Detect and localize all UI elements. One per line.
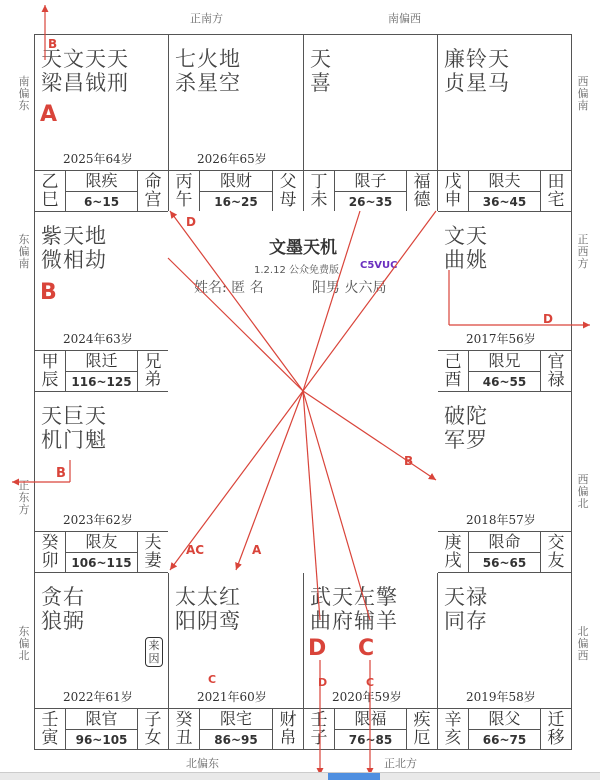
palace-name: 夫 妻 — [137, 532, 168, 572]
palace-ganzhi: 己 酉 — [438, 351, 469, 391]
palace-ganzhi: 乙 巳 — [35, 171, 66, 211]
edge-top-center: 正南方 — [190, 12, 223, 25]
palace-zi[interactable] — [303, 572, 438, 750]
palace-ganzhi: 戊 申 — [438, 171, 469, 211]
palace-daxian-range: 56~65 — [482, 556, 527, 570]
palace-wu[interactable] — [168, 34, 304, 212]
palace-year: 2018年57岁 — [466, 513, 536, 527]
palace-daxian-label: 限福 — [335, 709, 406, 730]
palace-daxian-range: 46~55 — [482, 375, 527, 389]
app-title: 文墨天机 — [269, 238, 337, 258]
palace-year: 2019年58岁 — [466, 690, 536, 704]
palace-stars: 天文天天 梁昌钺刑 — [41, 47, 129, 95]
palace-name: 福 德 — [406, 171, 437, 211]
palace-stars: 文天 曲姚 — [444, 224, 488, 272]
mark-d-big: D — [308, 636, 327, 661]
mark-d-small: D — [318, 676, 328, 689]
center-panel — [168, 211, 438, 573]
palace-daxian-range: 76~85 — [348, 733, 393, 747]
palace-name: 财 帛 — [272, 709, 303, 749]
palace-name: 父 母 — [272, 171, 303, 211]
mark-b-cross: B — [404, 454, 414, 468]
palace-daxian-label: 限夫 — [469, 171, 540, 192]
palace-daxian-range: 86~95 — [214, 733, 258, 747]
palace-chou[interactable] — [168, 572, 304, 750]
palace-ganzhi: 庚 戌 — [438, 532, 469, 572]
palace-stars: 天禄 同存 — [444, 585, 488, 633]
palace-name: 迁 移 — [540, 709, 571, 749]
mark-ac: AC — [186, 543, 205, 557]
edge-right-top: 西偏南 — [577, 75, 589, 112]
palace-hai[interactable] — [437, 572, 572, 750]
palace-daxian-range: 96~105 — [75, 733, 128, 747]
palace-ganzhi: 癸 卯 — [35, 532, 66, 572]
palace-daxian-label: 限父 — [469, 709, 540, 730]
edge-left-mid-top: 东偏南 — [18, 233, 30, 270]
edge-left-mid-bottom: 正东方 — [18, 479, 30, 516]
palace-daxian-range: 36~45 — [482, 195, 527, 209]
palace-daxian-label: 限宅 — [200, 709, 272, 730]
edge-bottom-left: 北偏东 — [186, 757, 219, 770]
palace-stars: 廉铃天 贞星马 — [444, 47, 510, 95]
palace-xu[interactable] — [437, 391, 572, 573]
palace-wei[interactable] — [303, 34, 438, 212]
palace-stars: 七火地 杀星空 — [175, 47, 241, 95]
edge-bottom-right: 正北方 — [384, 757, 417, 770]
palace-year: 2024年63岁 — [63, 332, 133, 346]
mark-d-right: D — [543, 312, 553, 326]
edge-left-top: 南偏东 — [18, 75, 30, 112]
palace-stars: 太太红 阳阴鸾 — [175, 585, 241, 633]
palace-year: 2025年64岁 — [63, 152, 133, 166]
palace-name: 疾 厄 — [406, 709, 437, 749]
palace-ganzhi: 甲 辰 — [35, 351, 66, 391]
edge-top-right: 南偏西 — [388, 12, 421, 25]
mark-b-big: B — [40, 280, 57, 305]
palace-daxian-label: 限官 — [66, 709, 137, 730]
palace-daxian-label: 限子 — [335, 171, 406, 192]
palace-ganzhi: 辛 亥 — [438, 709, 469, 749]
palace-daxian-range: 6~15 — [83, 195, 120, 209]
palace-daxian-label: 限疾 — [66, 171, 137, 192]
palace-mao[interactable] — [34, 391, 169, 573]
palace-daxian-range: 26~35 — [348, 195, 393, 209]
palace-year: 2023年62岁 — [63, 513, 133, 527]
palace-year: 2017年56岁 — [466, 332, 536, 346]
palace-daxian-label: 限友 — [66, 532, 137, 553]
laiyin-badge: 来因 — [145, 637, 163, 667]
palace-ganzhi: 壬 寅 — [35, 709, 66, 749]
mark-d-center: D — [186, 215, 196, 229]
palace-daxian-range: 16~25 — [214, 195, 258, 209]
palace-daxian-range: 66~75 — [482, 733, 527, 747]
mark-b-top: B — [48, 37, 58, 51]
palace-stars: 贪右 狼弼 — [41, 585, 85, 633]
palace-name: 官 禄 — [540, 351, 571, 391]
palace-name: 田 宅 — [540, 171, 571, 211]
edge-right-bottom: 北偏西 — [577, 625, 589, 662]
palace-name: 兄 弟 — [137, 351, 168, 391]
palace-ganzhi: 丁 未 — [304, 171, 335, 211]
palace-year: 2020年59岁 — [332, 690, 402, 704]
edge-right-mid-top: 正西方 — [577, 233, 589, 270]
mark-a-big: A — [40, 102, 58, 127]
edge-right-mid-bottom: 西偏北 — [577, 473, 589, 510]
palace-stars: 天 喜 — [310, 47, 332, 95]
edge-left-bottom: 东偏北 — [18, 625, 30, 662]
palace-stars: 紫天地 微相劫 — [41, 224, 107, 272]
mark-c-small-2: C — [366, 676, 375, 689]
palace-year: 2021年60岁 — [197, 690, 267, 704]
palace-year: 2026年65岁 — [197, 152, 267, 166]
palace-name: 交 友 — [540, 532, 571, 572]
person-name: 姓名: 匿 名 — [194, 280, 264, 296]
palace-stars: 天巨天 机门魁 — [41, 404, 107, 452]
mark-c-big: C — [358, 636, 375, 661]
palace-ganzhi: 丙 午 — [169, 171, 200, 211]
palace-daxian-label: 限命 — [469, 532, 540, 553]
chart-code: C5VUC — [360, 260, 398, 271]
palace-daxian-label: 限财 — [200, 171, 272, 192]
palace-daxian-range: 106~115 — [71, 556, 132, 570]
mark-b-left: B — [56, 466, 66, 481]
palace-daxian-label: 限兄 — [469, 351, 540, 372]
palace-ganzhi: 癸 丑 — [169, 709, 200, 749]
mark-c-small-1: C — [208, 673, 217, 686]
palace-shen[interactable] — [437, 34, 572, 212]
palace-daxian-range: 116~125 — [71, 375, 132, 389]
palace-you[interactable] — [437, 211, 572, 392]
palace-ganzhi: 壬 子 — [304, 709, 335, 749]
palace-daxian-label: 限迁 — [66, 351, 137, 372]
palace-stars: 武天左擎 曲府辅羊 — [310, 585, 398, 633]
gender-ju: 阳男 火六局 — [312, 280, 387, 296]
palace-name: 子 女 — [137, 709, 168, 749]
mark-a-center: A — [252, 543, 262, 557]
palace-name: 命 宫 — [137, 171, 168, 211]
app-version: 1.2.12 公众免费版 — [254, 265, 339, 276]
palace-year: 2022年61岁 — [63, 690, 133, 704]
palace-stars: 破陀 军罗 — [444, 404, 488, 452]
